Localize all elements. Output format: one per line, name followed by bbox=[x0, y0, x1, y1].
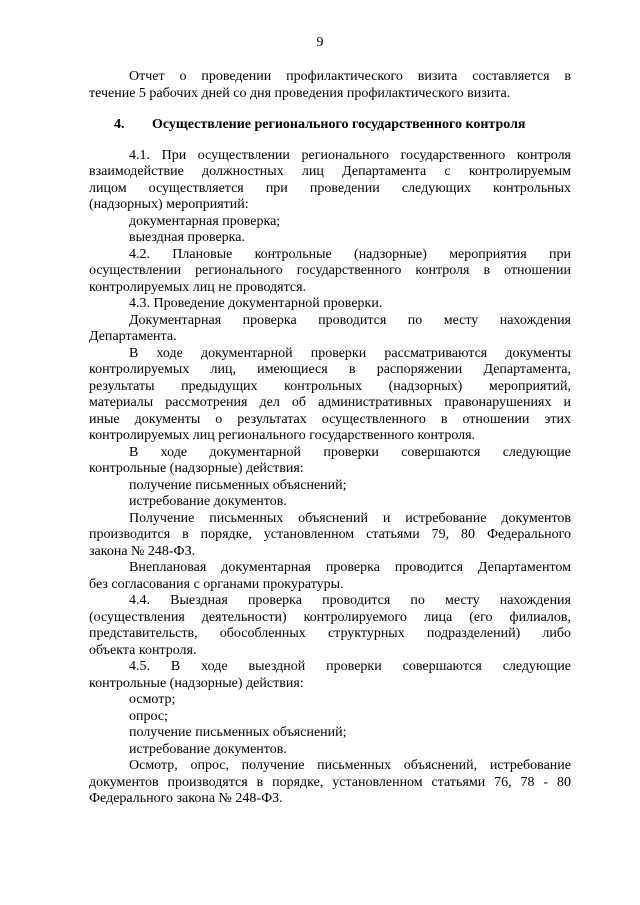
paragraph-line: Получение письменных объяснений и истребование документов bbox=[129, 510, 571, 526]
list-item: истребование документов. bbox=[129, 741, 287, 757]
section-heading bbox=[89, 117, 571, 134]
paragraph-line: производится в порядке, установленном статьями 79, 80 Федерального bbox=[89, 527, 571, 542]
section-number: 4. bbox=[114, 117, 125, 132]
paragraph-line: Федерального закона № 248-ФЗ. bbox=[89, 791, 283, 806]
list-item: выездная проверка. bbox=[129, 230, 245, 245]
paragraph-line: 4.5. В ходе выездной проверки совершаются следующие bbox=[129, 659, 571, 674]
list-item: получение письменных объяснений; bbox=[129, 477, 347, 493]
document-body bbox=[89, 69, 571, 808]
paragraph-line: контрольные (надзорные) действия: bbox=[89, 461, 304, 476]
paragraph-line: Документарная проверка проводится по месту нахождения bbox=[129, 312, 571, 328]
paragraph-line: результаты предыдущих контрольных (надзорных) мероприятий, bbox=[89, 378, 571, 394]
paragraph-line: закона № 248-ФЗ. bbox=[89, 543, 196, 559]
paragraph-line: контролируемых лиц, имеющиеся в распоряжении Департамента, bbox=[89, 362, 571, 377]
paragraph-line: контролируемых лиц не проводятся. bbox=[89, 279, 307, 295]
paragraph-line: 4.4. Выездная проверка проводится по месту нахождения bbox=[129, 593, 571, 608]
list-item: истребование документов. bbox=[129, 494, 287, 509]
paragraph-line: Осмотр, опрос, получение письменных объяснений, истребование bbox=[129, 758, 571, 773]
paragraph-line: лицом осуществляется при проведении следующих контрольных bbox=[89, 180, 571, 196]
paragraph-line: представительств, обособленных структурных подразделений) либо bbox=[89, 626, 571, 641]
paragraph-line: (надзорных) мероприятий: bbox=[89, 197, 249, 212]
list-item: опрос; bbox=[129, 708, 168, 724]
paragraph-line: Отчет о проведении профилактического визита составляется в bbox=[129, 69, 571, 84]
paragraph-line: контролируемых лиц регионального государственного контроля. bbox=[89, 428, 476, 443]
list-item: получение письменных объяснений; bbox=[129, 725, 347, 740]
paragraph-line: материалы рассмотрения дел об административных правонарушениях и bbox=[89, 395, 571, 410]
paragraph-line: Департамента. bbox=[89, 329, 177, 344]
paragraph-line: взаимодействие должностных лиц Департамента с контролируемым bbox=[89, 164, 571, 179]
paragraph-line: течение 5 рабочих дней со дня проведения профилактического визита. bbox=[89, 85, 511, 101]
paragraph-line: В ходе документарной проверки совершаются следующие bbox=[129, 444, 571, 460]
paragraph-line: В ходе документарной проверки рассматриваются документы bbox=[129, 345, 571, 361]
paragraph-line: объекта контроля. bbox=[89, 642, 197, 658]
paragraph-line: контрольные (надзорные) действия: bbox=[89, 675, 304, 691]
section-title: Осуществление регионального государственного контроля bbox=[152, 117, 526, 132]
paragraph-line: 4.2. Плановые контрольные (надзорные) мероприятия при bbox=[129, 246, 571, 262]
paragraph-line: документов производятся в порядке, установленном статьями 76, 78 - 80 bbox=[89, 774, 571, 790]
paragraph-line: Внеплановая документарная проверка проводится Департаментом bbox=[129, 560, 571, 575]
list-item: документарная проверка; bbox=[129, 213, 281, 229]
paragraph-line: без согласования с органами прокуратуры. bbox=[89, 576, 344, 592]
page-number: 9 bbox=[316, 35, 324, 50]
paragraph-line: (осуществления деятельности) контролируемого лица (его филиалов, bbox=[89, 609, 571, 625]
paragraph-line: 4.1. При осуществлении регионального государственного контроля bbox=[129, 147, 571, 163]
paragraph-line: иные документы о результатах осуществленного в отношении этих bbox=[89, 411, 571, 427]
list-item: осмотр; bbox=[129, 692, 176, 707]
paragraph-line: 4.3. Проведение документарной проверки. bbox=[129, 296, 383, 311]
paragraph-line: осуществлении регионального государственного контроля в отношении bbox=[89, 263, 571, 278]
